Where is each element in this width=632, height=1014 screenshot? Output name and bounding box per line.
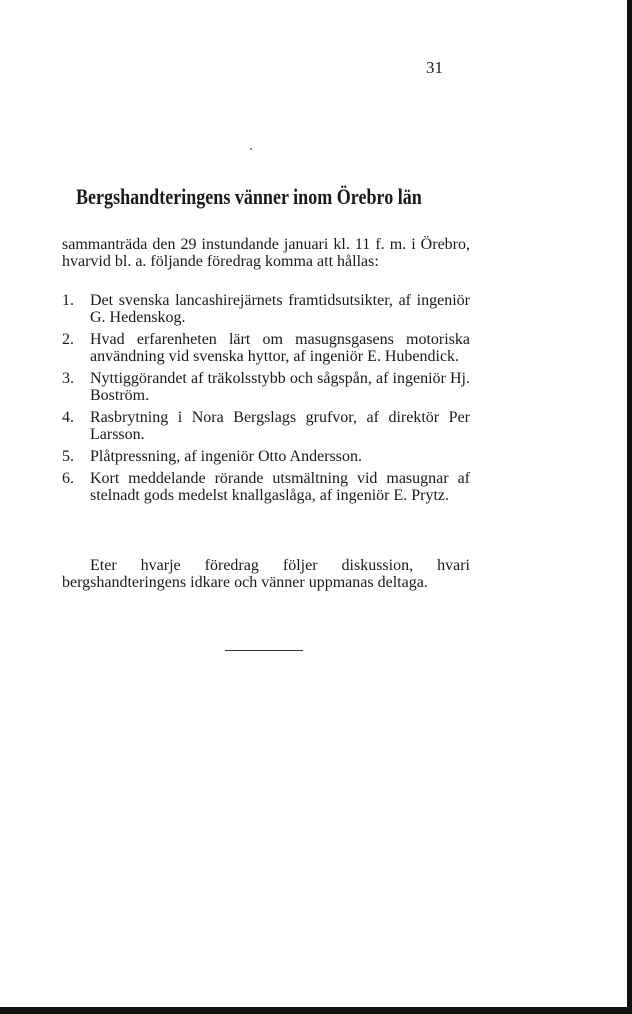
lecture-list [62,292,470,509]
scan-border-bottom [0,1007,632,1014]
item-text: Kort meddelande rörande utsmältning vid masugnar af stelnadt gods medelst knallgaslåga, af ingeniör E. Prytz. [90,470,470,504]
section-divider [225,650,303,651]
list-item [62,292,470,326]
print-speck [250,148,252,150]
item-number: 2. [62,331,74,348]
intro-paragraph: sammanträda den 29 instundande januari kl. 11 f. m. i Örebro, hvarvid bl. a. följande föredrag komma att hållas: [62,236,470,270]
list-item [62,409,470,443]
item-text: Nyttiggörandet af träkolsstybb och sågspån, af ingeniör Hj. Boström. [90,370,470,404]
closing-paragraph: Eter hvarje föredrag följer diskussion, hvari bergshandteringens idkare och vänner uppmanas deltaga. [62,557,470,591]
list-item [62,370,470,404]
item-number: 3. [62,370,74,387]
page-number: 31 [426,58,443,77]
list-item [62,331,470,365]
item-number: 5. [62,448,74,465]
item-text: Hvad erfarenheten lärt om masugnsgasens motoriska användning vid svenska hyttor, af ingeniör E. Hubendick. [90,331,470,365]
item-text: Det svenska lancashirejärnets framtidsutsikter, af ingeniör G. Hedenskog. [90,292,470,326]
article-heading: Bergshandteringens vänner inom Örebro län [76,184,422,209]
item-number: 6. [62,470,74,487]
item-number: 1. [62,292,74,309]
item-text: Rasbrytning i Nora Bergslags grufvor, af direktör Per Larsson. [90,409,470,443]
list-item [62,470,470,504]
item-text: Plåtpressning, af ingeniör Otto Andersson. [90,448,362,465]
item-number: 4. [62,409,74,426]
scan-border-right [627,0,632,1014]
list-item [62,448,470,465]
